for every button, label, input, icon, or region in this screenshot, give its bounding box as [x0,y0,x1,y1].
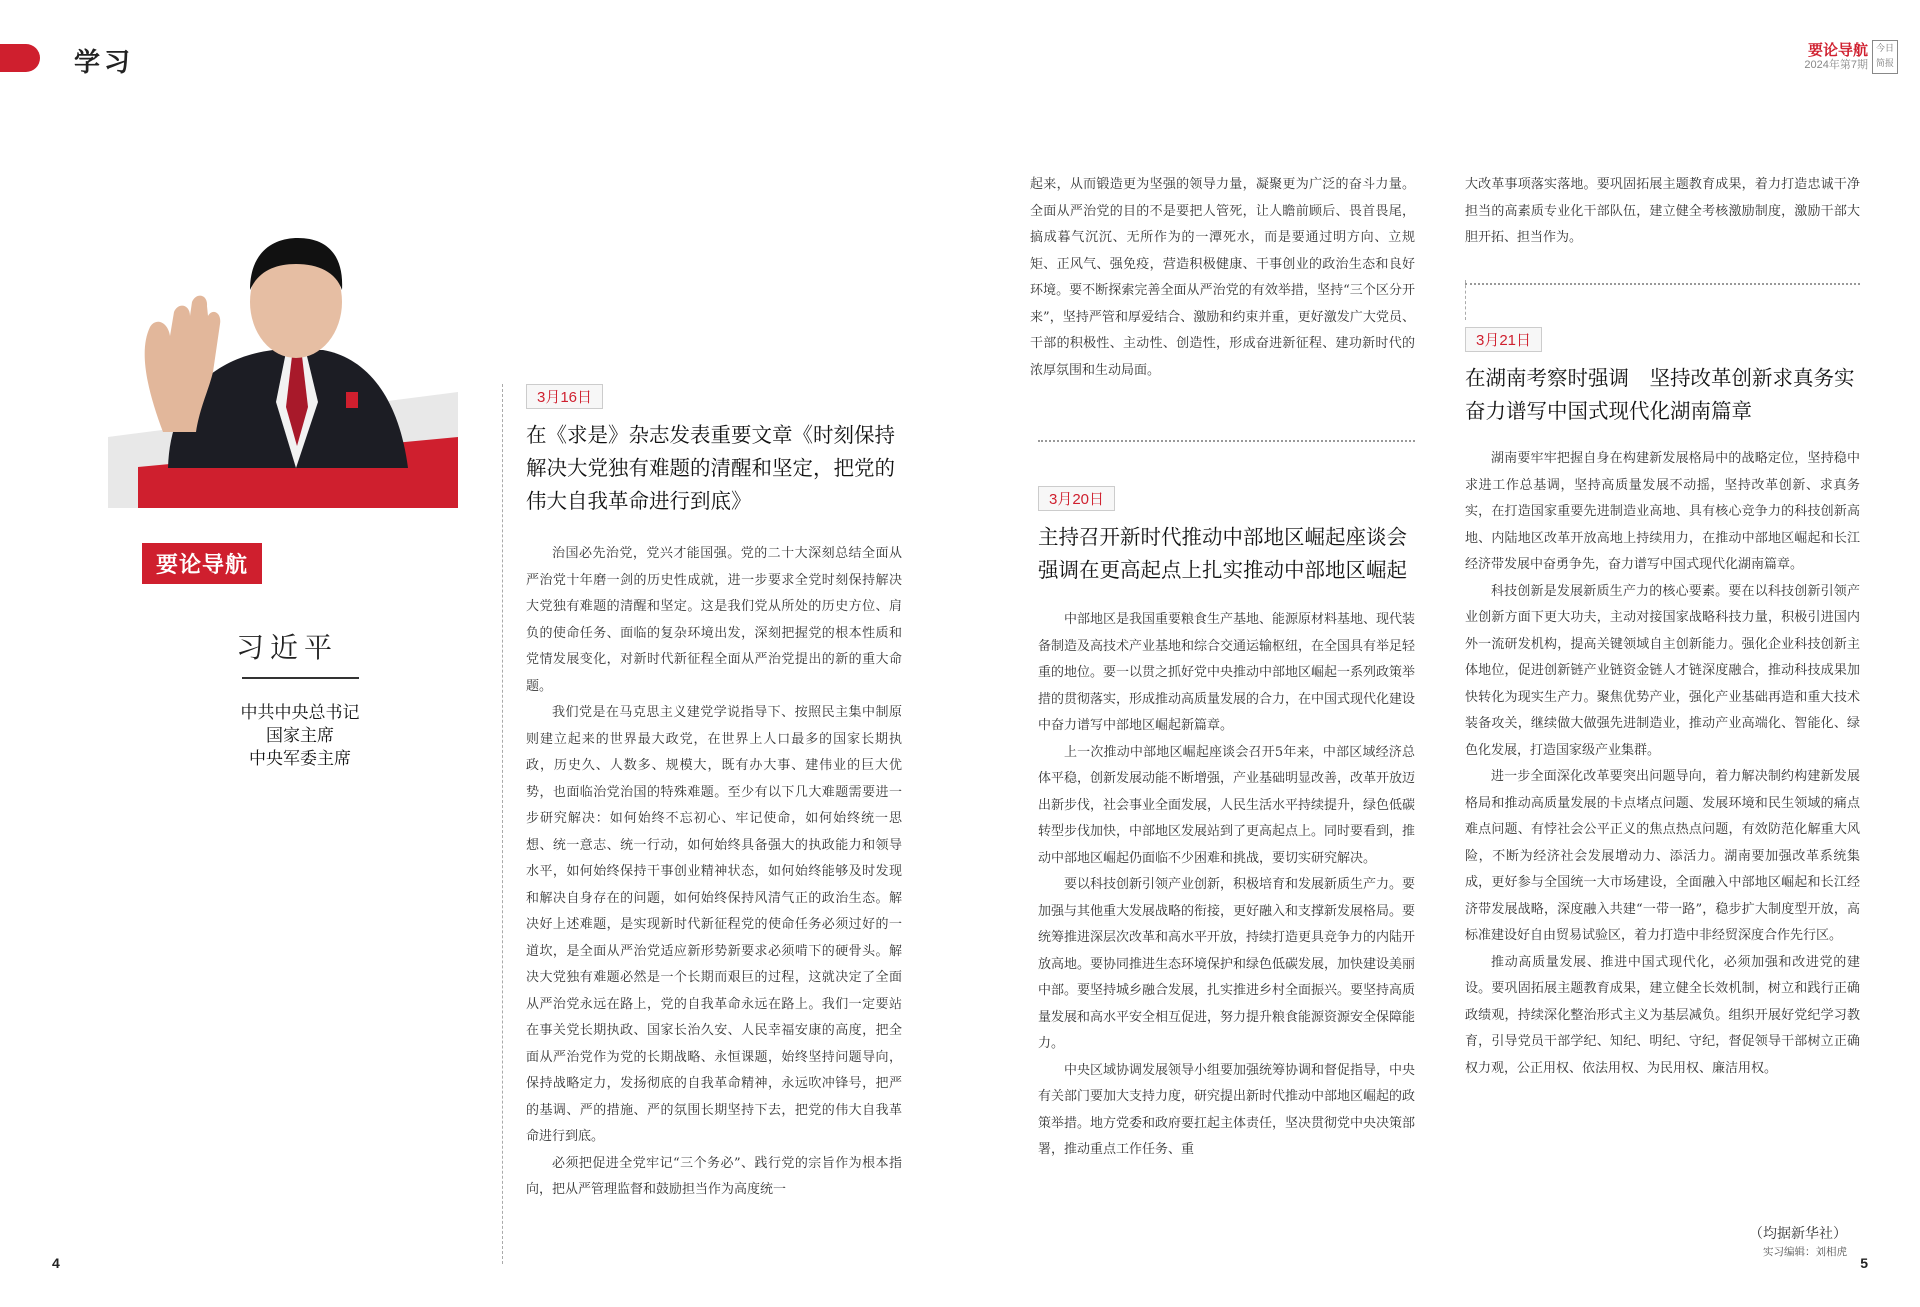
article-column [1038,486,1415,1164]
section-tab [0,44,40,72]
magazine-name: 要论导航 [1807,42,1868,59]
paragraph: 科技创新是发展新质生产力的核心要素。要在以科技创新引领产业创新方面下更大功夫，主动对接国家战略科技力量，积极引进国内外一流研发机构，提高关键领域自主创新能力。强化企业科技创新主体地位，促进创新链产业链资金链人才链深度融合，推动科技成果加快转化为现实生产力。聚焦优势产业，强化产业基础再造和重大技术装备攻关，继续做大做强先进制造业，推动产业高端化、智能化、绿色化发展，打造国家级产业集群。 [1465,583,1860,758]
paragraph: 推动高质量发展、推进中国式现代化，必须加强和改进党的建设。要巩固拓展主题教育成果，建立健全长效机制，树立和践行正确政绩观，持续深化整治形式主义为基层减负。组织开展好党纪学习教育，引导党员干部学纪、知纪、明纪、守纪，督促领导干部树立正确权力观，公正用权、依法用权、为民用权、廉洁用权。 [1465,954,1860,1076]
article-column [502,384,902,1204]
magazine-masthead [1804,42,1868,72]
portrait-image [108,232,458,508]
article-column [1465,172,1860,252]
article-body [1038,607,1415,1164]
paragraph: 上一次推动中部地区崛起座谈会召开5年来，中部区域经济总体平稳，创新发展动能不断增强，产业基础明显改善，改革开放迈出新步伐，社会事业全面发展，人民生活水平持续提升，绿色低碳转型步伐加快，中部地区发展站到了更高起点上。同时要看到，推动中部地区崛起仍面临不少困难和挑战，要切实研究解决。 [1038,744,1416,866]
column-badge: 要论导航 [142,543,262,584]
paragraph: 治国必先治党，党兴才能国强。党的二十大深刻总结全面从严治党十年磨一剑的历史性成就，进一步要求全党时刻保持解决大党独有难题的清醒和坚定。这是我们党从所处的历史方位、肩负的使命任务、面临的复杂环境出发，深刻把握党的根本性质和党情发展变化，对新时代新征程全面从严治党提出的新的重大命题。 [526,546,902,694]
person-title: 中共中央总书记 [240,703,360,722]
magazine-seal: 今日 简报 [1872,40,1898,74]
article-body [526,541,902,1204]
paragraph: 进一步全面深化改革要突出问题导向，着力解决制约构建新发展格局和推动高质量发展的卡点堵点问题、发展环境和民生领域的痛点难点问题、有悖社会公平正义的焦点热点问题，有效防范化解重大风险，不断为经济社会发展增动力、添活力。湖南要加强改革系统集成，更好参与全国统一大市场建设，全面融入中部地区崛起和长江经济带发展战略，深度融入共建“一带一路”，稳步扩大制度型开放，高标准建设好自由贸易试验区，着力打造中非经贸深度合作先行区。 [1465,769,1860,943]
person-title: 国家主席 [266,726,334,745]
continued-text: 起来，从而锻造更为坚强的领导力量，凝聚更为广泛的奋斗力量。全面从严治党的目的不是要把人管死，让人瞻前顾后、畏首畏尾，搞成暮气沉沉、无所作为的一潭死水，而是要通过明方向、立规矩、正风气、强免疫，营造积极健康、干事创业的政治生态和良好环境。要不断探索完善全面从严治党的有效举措，坚持“三个区分开来”，坚持严管和厚爱结合、激励和约束并重，更好激发广大党员、干部的积极性、主动性、创造性，形成奋进新征程、建功新时代的浓厚氛围和生动局面。 [1030,177,1415,378]
page-number-left: 4 [52,1255,60,1271]
paragraph: 我们党是在马克思主义建党学说指导下、按照民主集中制原则建立起来的世界最大政党，在世界上人口最多的国家长期执政，历史久、人数多、规模大，既有办大事、建伟业的巨大优势，也面临治党治国的特殊难题。至少有以下几大难题需要进一步研究解决：如何始终不忘初心、牢记使命，如何始终统一思想、统一意志、统一行动，如何始终具备强大的执政能力和领导水平，如何始终保持干事创业精神状态，如何始终能够及时发现和解决自身存在的问题，如何始终保持风清气正的政治生态。解决好上述难题，是实现新时代新征程党的使命任务必须过好的一道坎，是全面从严治党适应新形势新要求必须啃下的硬骨头。解决大党独有难题必然是一个长期而艰巨的过程，这就决定了全面从严治党永远在路上，党的自我革命永远在路上。我们一定要站在事关党长期执政、国家长治久安、人民幸福安康的高度，把全面从严治党作为党的长期战略、永恒课题，始终坚持问题导向，保持战略定力，发扬彻底的自我革命精神，永远吹冲锋号，把严的基调、严的措施、严的氛围长期坚持下去，把党的伟大自我革命进行到底。 [526,705,902,1144]
article-title: 在《求是》杂志发表重要文章《时刻保持解决大党独有难题的清醒和坚定，把党的伟大自我革命进行到底》 [526,424,895,513]
magazine-issue: 2024年第7期 [1804,59,1868,72]
section-title: 学习 [74,48,135,78]
continued-text: 大改革事项落实落地。要巩固拓展主题教育成果，着力打造忠诚干净担当的高素质专业化干部队伍，建立健全考核激励制度，激励干部大胆开拓、担当作为。 [1465,177,1860,245]
article-date: 3月20日 [1038,486,1115,511]
article-title: 在湖南考察时强调 坚持改革创新求真务实奋力谱写中国式现代化湖南篇章 [1465,367,1855,423]
article-column [1465,327,1860,1082]
article-date: 3月21日 [1465,327,1542,352]
page-number-right: 5 [1860,1255,1868,1271]
person-name: 习近平 [236,631,339,664]
section-divider [1038,440,1415,442]
column-divider [1465,280,1466,320]
person-titles [202,701,398,770]
paragraph: 必须把促进全党牢记“三个务必”、践行党的宗旨作为根本指向，把从严管理监督和鼓励担当作为高度统一 [526,1155,902,1197]
source-credit: （均据新华社） [1749,1226,1847,1242]
paragraph: 湖南要牢牢把握自身在构建新发展格局中的战略定位，坚持稳中求进工作总基调，坚持高质量发展不动摇，坚持改革创新、求真务实，在打造国家重要先进制造业高地、具有核心竞争力的科技创新高地、内陆地区改革开放高地上持续用力，在推动中部地区崛起和长江经济带发展中奋勇争先，奋力谱写中国式现代化湖南篇章。 [1465,451,1860,572]
paragraph: 要以科技创新引领产业创新，积极培育和发展新质生产力。要加强与其他重大发展战略的衔接，更好融入和支撑新发展格局。要统筹推进深层次改革和高水平开放，持续打造更具竞争力的内陆开放高地。要协同推进生态环境保护和绿色低碳发展，加快建设美丽中部。要坚持城乡融合发展，扎实推进乡村全面振兴。要坚持高质量发展和高水平安全相互促进，努力提升粮食能源资源安全保障能力。 [1038,877,1416,1051]
article-column [1030,172,1415,384]
editor-credit: 实习编辑：刘相虎 [1763,1246,1847,1258]
article-title: 主持召开新时代推动中部地区崛起座谈会强调在更高起点上扎实推动中部地区崛起 [1038,526,1407,582]
paragraph: 中部地区是我国重要粮食生产基地、能源原材料基地、现代装备制造及高技术产业基地和综合交通运输枢纽，在全国具有举足轻重的地位。要一以贯之抓好党中央推动中部地区崛起一系列政策举措的贯彻落实，形成推动高质量发展的合力，在中国式现代化建设中奋力谱写中部地区崛起新篇章。 [1038,612,1416,733]
paragraph: 中央区域协调发展领导小组要加强统筹协调和督促指导，中央有关部门要加大支持力度，研究提出新时代推动中部地区崛起的政策举措。地方党委和政府要扛起主体责任，坚决贯彻党中央决策部署，推动重点工作任务、重 [1038,1062,1416,1157]
article-body [1465,446,1860,1082]
name-divider [242,677,359,679]
person-title: 中央军委主席 [249,749,351,768]
article-date: 3月16日 [526,384,603,409]
section-divider [1465,283,1860,285]
